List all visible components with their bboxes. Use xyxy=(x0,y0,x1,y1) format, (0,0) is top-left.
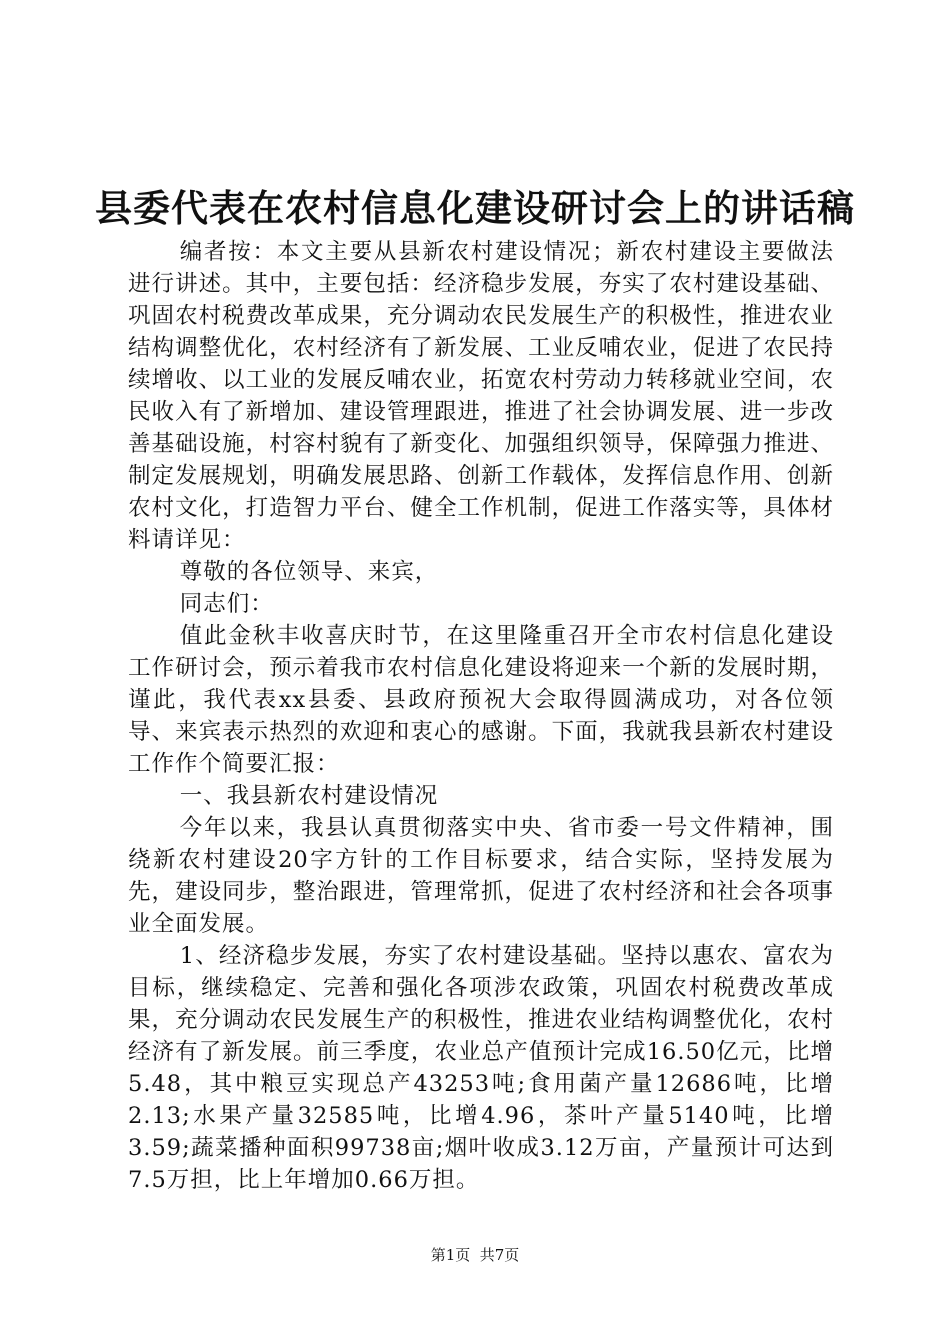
document-body xyxy=(128,236,834,1196)
editor-note-paragraph: 编者按：本文主要从县新农村建设情况；新农村建设主要做法进行讲述。其中，主要包括：经济稳步发展，夯实了农村建设基础、巩固农村税费改革成果，充分调动农民发展生产的积极性，推进农业结构调整优化，农村经济有了新发展、工业反哺农业，促进了农民持续增收、以工业的发展反哺农业，拓宽农村劳动力转移就业空间，农民收入有了新增加、建设管理跟进，推进了社会协调发展、进一步改善基础设施，村容村貌有了新变化、加强组织领导，保障强力推进、制定发展规划，明确发展思路、创新工作载体，发挥信息作用、创新农村文化，打造智力平台、健全工作机制，促进工作落实等，具体材料请详见： xyxy=(128,239,834,553)
economy-paragraph: 1、经济稳步发展，夯实了农村建设基础。坚持以惠农、富农为目标，继续稳定、完善和强化各项涉农政策，巩固农村税费改革成果，充分调动农民发展生产的积极性，推进农业结构调整优化，农村经济有了新发展。前三季度，农业总产值预计完成16.50亿元，比增5.48，其中粮豆实现总产43253吨;食用菌产量12686吨，比增2.13;水果产量32585吨，比增4.96，茶叶产量5140吨，比增3.59;蔬菜播种面积99738亩;烟叶收成3.12万亩，产量预计可达到7.5万担，比上年增加0.66万担。 xyxy=(128,943,834,1193)
greeting-paragraph: 同志们： xyxy=(179,591,274,617)
overview-paragraph: 今年以来，我县认真贯彻落实中央、省市委一号文件精神，围绕新农村建设20字方针的工作目标要求，结合实际，坚持发展为先，建设同步，整治跟进，管理常抓，促进了农村经济和社会各项事业全面发展。 xyxy=(128,815,834,937)
document-title: 县委代表在农村信息化建设研讨会上的讲话稿 xyxy=(95,186,855,230)
section-heading: 一、我县新农村建设情况 xyxy=(179,783,439,809)
page-number-footer: 第1页 共7页 xyxy=(430,1246,520,1264)
opening-paragraph: 值此金秋丰收喜庆时节，在这里隆重召开全市农村信息化建设工作研讨会，预示着我市农村信息化建设将迎来一个新的发展时期，谨此，我代表xx县委、县政府预祝大会取得圆满成功，对各位领导、来宾表示热烈的欢迎和衷心的感谢。下面，我就我县新农村建设工作作个简要汇报： xyxy=(128,623,834,777)
salutation-paragraph: 尊敬的各位领导、来宾， xyxy=(179,559,439,585)
